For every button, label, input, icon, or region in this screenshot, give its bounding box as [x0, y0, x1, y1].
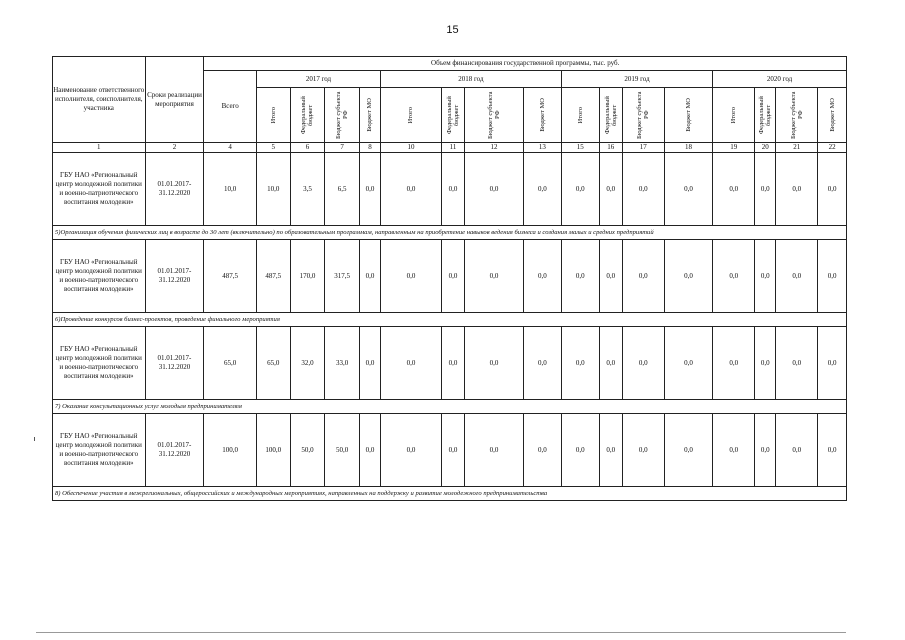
page-number: 15 [446, 24, 459, 36]
header-subcol-label: Федеральный бюджет [603, 96, 618, 134]
funding-value: 100,0 [204, 414, 257, 487]
header-subcol-label: Бюджет МО [828, 98, 836, 132]
header-subcol-label: Бюджет субъекта РФ [487, 91, 502, 139]
funding-value: 0,0 [561, 414, 599, 487]
implementation-dates: 01.01.2017-31.12.2020 [145, 153, 204, 226]
funding-value: 50,0 [325, 414, 360, 487]
header-funding-title: Объем финансирования государственной программы, тыс. руб. [204, 57, 847, 71]
funding-value: 0,0 [599, 327, 622, 400]
funding-value: 0,0 [664, 153, 712, 226]
funding-value: 0,0 [561, 327, 599, 400]
header-year-2019: 2019 год [561, 71, 712, 88]
funding-value: 3,5 [290, 153, 325, 226]
header-subcol [713, 88, 755, 143]
funding-value: 10,0 [204, 153, 257, 226]
column-number: 15 [561, 143, 599, 153]
funding-value: 0,0 [359, 240, 380, 313]
funding-value: 0,0 [755, 327, 776, 400]
column-number-row [53, 143, 847, 153]
header-subcol-label: Бюджет МО [538, 98, 546, 132]
header-subcol-label: Федеральный бюджет [300, 96, 315, 134]
header-subcol-label: Итого [730, 106, 738, 124]
column-number: 6 [290, 143, 325, 153]
funding-value: 170,0 [290, 240, 325, 313]
financing-table [52, 56, 847, 501]
funding-value: 0,0 [776, 153, 818, 226]
header-subcol-label: Федеральный бюджет [758, 96, 773, 134]
header-subcol-label: Итого [407, 106, 415, 124]
funding-value: 0,0 [599, 240, 622, 313]
funding-value: 487,5 [204, 240, 257, 313]
funding-value: 0,0 [441, 153, 464, 226]
funding-value: 0,0 [664, 240, 712, 313]
column-number: 21 [776, 143, 818, 153]
header-subcol [359, 88, 380, 143]
column-number: 13 [523, 143, 561, 153]
funding-value: 0,0 [359, 414, 380, 487]
section-row [53, 226, 847, 240]
column-number: 19 [713, 143, 755, 153]
funding-value: 0,0 [664, 327, 712, 400]
funding-value: 65,0 [256, 327, 290, 400]
funding-value: 0,0 [818, 327, 847, 400]
section-title: 5)Организация обучения физических лиц в возрасте до 30 лет (включительно) по образовательным программам, направленным на приобретение навыков ведения бизнеса и создания малых и средних предприятий [53, 226, 847, 240]
header-subcol [622, 88, 664, 143]
funding-value: 0,0 [380, 240, 441, 313]
funding-value: 0,0 [818, 240, 847, 313]
column-number: 20 [755, 143, 776, 153]
funding-value: 0,0 [713, 153, 755, 226]
funding-value: 0,0 [465, 327, 524, 400]
header-subcol-label: Бюджет МО [366, 98, 374, 132]
header-year-2020: 2020 год [713, 71, 847, 88]
header-subcol [523, 88, 561, 143]
funding-value: 0,0 [380, 414, 441, 487]
header-name: Наименование ответственного исполнителя, соисполнителя, участника [53, 57, 146, 143]
funding-value: 0,0 [622, 153, 664, 226]
funding-value: 0,0 [776, 240, 818, 313]
column-number: 17 [622, 143, 664, 153]
header-subcol-label: Бюджет субъекта РФ [335, 91, 350, 139]
funding-value: 0,0 [664, 414, 712, 487]
implementation-dates: 01.01.2017-31.12.2020 [145, 414, 204, 487]
funding-value: 0,0 [523, 414, 561, 487]
funding-value: 0,0 [713, 240, 755, 313]
funding-value: 0,0 [441, 327, 464, 400]
executor-name: ГБУ НАО «Региональный центр молодежной политики и военно-патриотического воспитания молодежи» [53, 414, 146, 487]
funding-value: 0,0 [465, 240, 524, 313]
funding-value: 0,0 [818, 153, 847, 226]
column-number: 7 [325, 143, 360, 153]
table-row [53, 153, 847, 226]
funding-value: 0,0 [776, 327, 818, 400]
header-subcol-label: Бюджет субъекта РФ [789, 91, 804, 139]
funding-value: 0,0 [713, 414, 755, 487]
header-subcol-label: Итого [576, 106, 584, 124]
section-row [53, 313, 847, 327]
column-number: 8 [359, 143, 380, 153]
margin-mark [34, 437, 35, 441]
funding-value: 0,0 [359, 327, 380, 400]
column-number: 22 [818, 143, 847, 153]
header-subcol [599, 88, 622, 143]
header-year-2018: 2018 год [380, 71, 561, 88]
header-subcol-label: Федеральный бюджет [446, 96, 461, 134]
funding-value: 0,0 [465, 153, 524, 226]
funding-value: 0,0 [599, 153, 622, 226]
header-subcol [380, 88, 441, 143]
column-number: 10 [380, 143, 441, 153]
funding-value: 0,0 [441, 414, 464, 487]
section-title: 7) Оказание консультационных услуг молодым предпринимателям [53, 400, 847, 414]
column-number: 12 [465, 143, 524, 153]
column-number: 5 [256, 143, 290, 153]
funding-value: 0,0 [755, 153, 776, 226]
executor-name: ГБУ НАО «Региональный центр молодежной политики и военно-патриотического воспитания молодежи» [53, 240, 146, 313]
funding-value: 50,0 [290, 414, 325, 487]
page-bottom-rule [36, 632, 846, 633]
header-subcol-label: Итого [269, 106, 277, 124]
header-subcol [290, 88, 325, 143]
funding-value: 0,0 [622, 327, 664, 400]
header-subcol-label: Бюджет МО [684, 98, 692, 132]
funding-value: 0,0 [523, 240, 561, 313]
header-subcol [776, 88, 818, 143]
funding-value: 487,5 [256, 240, 290, 313]
funding-value: 6,5 [325, 153, 360, 226]
section-title: 6)Проведение конкурсов бизнес-проектов, проведение финального мероприятия [53, 313, 847, 327]
header-total: Всего [204, 71, 257, 143]
header-subcol [818, 88, 847, 143]
section-title: 8) Обеспечение участия в межрегиональных, общероссийских и международных мероприятиях, направленных на поддержку и развитие молодежного предпринимательства [53, 487, 847, 501]
funding-value: 10,0 [256, 153, 290, 226]
header-subcol [441, 88, 464, 143]
funding-value: 0,0 [818, 414, 847, 487]
header-subcol [664, 88, 712, 143]
funding-value: 0,0 [523, 153, 561, 226]
funding-value: 0,0 [561, 240, 599, 313]
executor-name: ГБУ НАО «Региональный центр молодежной политики и военно-патриотического воспитания молодежи» [53, 327, 146, 400]
funding-value: 100,0 [256, 414, 290, 487]
implementation-dates: 01.01.2017-31.12.2020 [145, 327, 204, 400]
header-year-2017: 2017 год [256, 71, 380, 88]
funding-value: 0,0 [561, 153, 599, 226]
funding-value: 32,0 [290, 327, 325, 400]
column-number: 2 [145, 143, 204, 153]
funding-value: 0,0 [755, 414, 776, 487]
table-row [53, 327, 847, 400]
funding-value: 0,0 [380, 153, 441, 226]
column-number: 11 [441, 143, 464, 153]
column-number: 18 [664, 143, 712, 153]
funding-value: 0,0 [713, 327, 755, 400]
funding-value: 0,0 [359, 153, 380, 226]
header-subcol [561, 88, 599, 143]
funding-value: 0,0 [622, 414, 664, 487]
header-subcol [325, 88, 360, 143]
header-subcol [465, 88, 524, 143]
funding-value: 0,0 [523, 327, 561, 400]
column-number: 16 [599, 143, 622, 153]
implementation-dates: 01.01.2017-31.12.2020 [145, 240, 204, 313]
funding-value: 65,0 [204, 327, 257, 400]
funding-value: 0,0 [776, 414, 818, 487]
section-row [53, 487, 847, 501]
executor-name: ГБУ НАО «Региональный центр молодежной политики и военно-патриотического воспитания молодежи» [53, 153, 146, 226]
header-subcol [256, 88, 290, 143]
funding-value: 317,5 [325, 240, 360, 313]
funding-value: 33,0 [325, 327, 360, 400]
funding-value: 0,0 [441, 240, 464, 313]
header-dates: Сроки реализации мероприятия [145, 57, 204, 143]
funding-value: 0,0 [465, 414, 524, 487]
table-row [53, 240, 847, 313]
funding-value: 0,0 [755, 240, 776, 313]
column-number: 1 [53, 143, 146, 153]
funding-value: 0,0 [380, 327, 441, 400]
header-subcol-label: Бюджет субъекта РФ [636, 91, 651, 139]
header-subcol [755, 88, 776, 143]
section-row [53, 400, 847, 414]
table-row [53, 414, 847, 487]
funding-value: 0,0 [622, 240, 664, 313]
column-number: 4 [204, 143, 257, 153]
funding-value: 0,0 [599, 414, 622, 487]
